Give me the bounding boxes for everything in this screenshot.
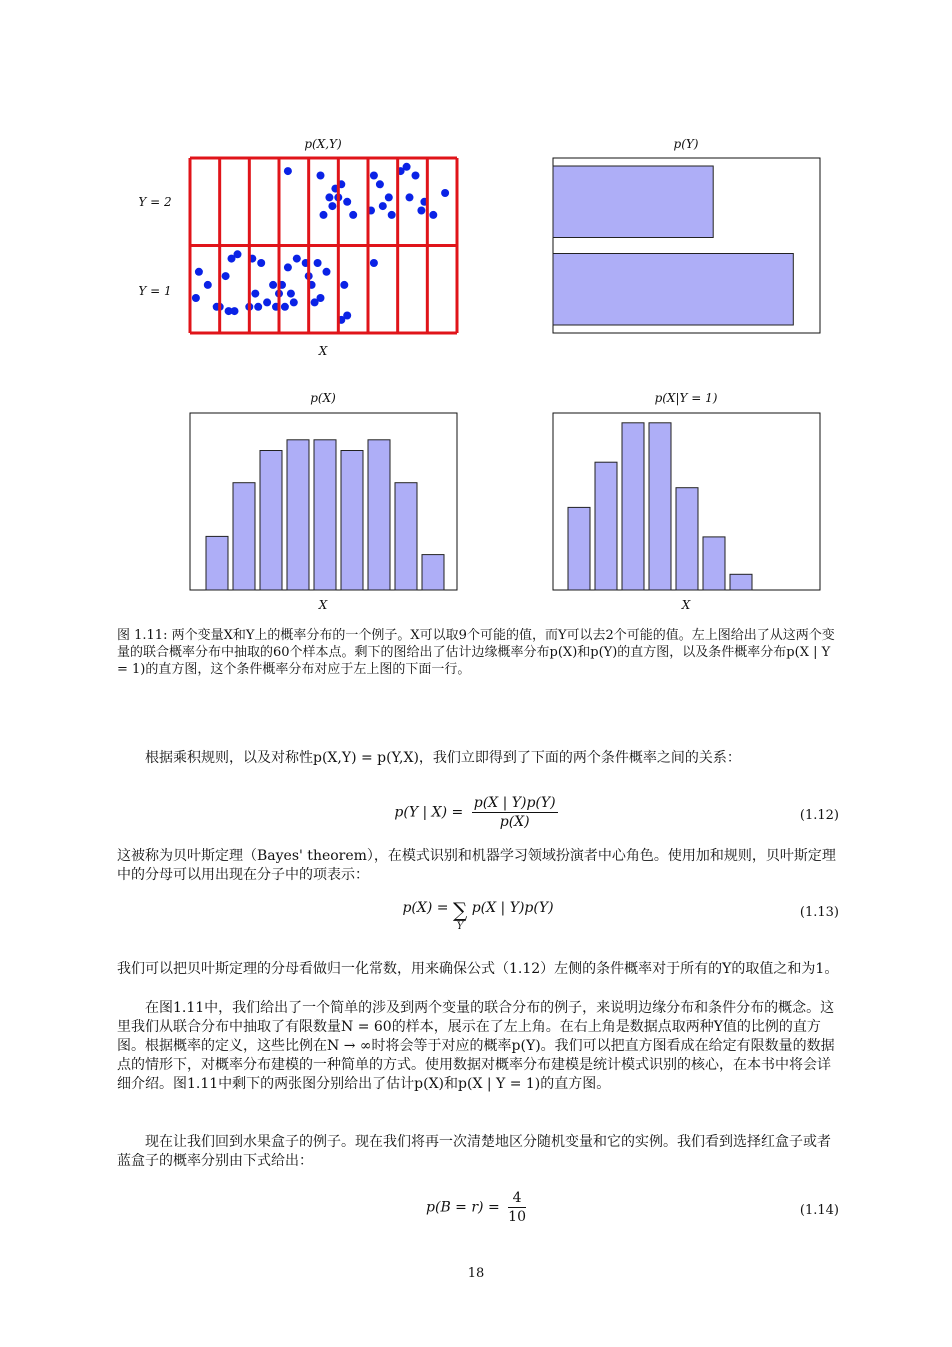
px-bar-4: [287, 440, 309, 590]
data-point-25: [192, 294, 200, 302]
page-number: 18: [467, 1266, 485, 1281]
paragraph-normalization: 我们可以把贝叶斯定理的分母看做归一化常数，用来确保公式（1.12）左侧的条件概率对于所有的Y的取值之和为1。: [117, 961, 839, 977]
eq114-numerator: 4: [508, 1190, 526, 1208]
eq113-rhs: p(X | Y)p(Y): [471, 900, 554, 916]
eq112-numerator: p(X | Y)p(Y): [473, 795, 556, 811]
px-bar-8: [395, 483, 417, 590]
py-bar-Y1: [553, 254, 793, 326]
pxy1-bar-7: [730, 574, 752, 590]
data-point-51: [340, 281, 348, 289]
data-point-6: [320, 211, 328, 219]
data-point-43: [281, 303, 289, 311]
panel-title-px: p(X): [310, 391, 336, 405]
sum-symbol: ∑: [452, 898, 468, 922]
data-point-40: [287, 290, 295, 298]
px-bar-9: [422, 555, 444, 590]
eq113-sum: [453, 900, 467, 934]
pxy1-bar-3: [622, 423, 644, 590]
data-point-31: [231, 307, 239, 315]
data-point-10: [376, 180, 384, 188]
panel-title-px-given-y1: p(X|Y = 1): [654, 391, 718, 405]
eq114-label: (1.14): [799, 1203, 839, 1218]
data-point-15: [403, 163, 411, 171]
px-bar-7: [368, 440, 390, 590]
eq114-denominator: 10: [508, 1209, 526, 1225]
joint-scatter-panel: [190, 158, 457, 333]
data-point-9: [370, 172, 378, 180]
data-point-37: [254, 303, 262, 311]
data-point-49: [311, 298, 319, 306]
paragraph-fruit-box: 现在让我们回到水果盒子的例子。现在我们将再一次清楚地区分随机变量和它的实例。我们看到选择红盒子或者蓝盒子的概率分别由下式给出：: [117, 1134, 831, 1169]
data-point-24: [195, 268, 203, 276]
data-point-39: [284, 263, 292, 271]
eq112-denominator: p(X): [499, 814, 530, 830]
data-point-0: [284, 167, 292, 175]
px-bar-1: [206, 536, 228, 590]
py-bars: [553, 166, 793, 325]
data-point-16: [412, 172, 420, 180]
px-bar-5: [314, 440, 336, 590]
ylabel-y1: Y = 1: [138, 284, 172, 298]
panel-title-joint: p(X,Y): [304, 137, 342, 151]
data-point-5: [343, 198, 351, 206]
pxy1-bar-1: [568, 507, 590, 590]
data-point-26: [204, 281, 212, 289]
data-point-22: [388, 211, 396, 219]
figure-1-11: [0, 0, 952, 620]
data-point-35: [263, 298, 271, 306]
pxy1-bar-4: [649, 423, 671, 590]
data-point-38: [269, 281, 277, 289]
equation-1-14: [117, 1190, 839, 1234]
eq112-fraction: [472, 795, 558, 830]
ylabel-y2: Y = 2: [138, 195, 172, 209]
eq112-label: (1.12): [799, 808, 839, 823]
data-point-20: [429, 211, 437, 219]
data-point-2: [325, 193, 333, 201]
eq114-fraction: [508, 1190, 526, 1225]
px-bar-2: [233, 483, 255, 590]
eq113-label: (1.13): [799, 905, 839, 920]
data-point-7: [349, 211, 357, 219]
equation-1-12: [117, 795, 839, 839]
data-point-54: [370, 259, 378, 267]
xlabel-joint: X: [318, 344, 328, 358]
data-point-29: [222, 272, 230, 280]
pxy1-bar-6: [703, 537, 725, 590]
data-point-46: [314, 259, 322, 267]
data-point-8: [328, 202, 336, 210]
equation-1-13: [117, 900, 839, 942]
data-point-11: [385, 193, 393, 201]
eq113-lhs: p(X) =: [402, 900, 449, 916]
data-point-33: [257, 259, 265, 267]
data-point-34: [251, 290, 259, 298]
paragraph-example: 在图1.11中，我们给出了一个简单的涉及到两个变量的联合分布的例子，来说明边缘分布和条件分布的概念。这里我们从联合分布中抽取了有限数量N = 60的样本，展示在了左上角。在右上角是数据点取两种Y值的比例的直方图。根据概率的定义，这些比例在N → ∞时将会等于对应的概率p(Y)。我们可以把直方图看成在给定有限数量的数据点的情形下，对概率分布建模的一种简单的方式。使用数据对概率分布建模是统计模式识别的核心，在本书中将会详细介绍。图1.11中剩下的两张图分别给出了估计p(X)和p(X | Y = 1)的直方图。: [117, 1000, 835, 1092]
data-point-18: [417, 207, 425, 215]
pxy1-bar-2: [595, 462, 617, 590]
px-bars: [206, 440, 444, 590]
eq112-lhs: p(Y | X) =: [394, 804, 464, 821]
paragraph-bayes-theorem: 这被称为贝叶斯定理（Bayes' theorem），在模式识别和机器学习领域扮演者中心角色。使用加和规则，贝叶斯定理中的分母可以用出现在分子中的项表示：: [117, 848, 836, 883]
px-bar-6: [341, 451, 363, 591]
eq114-lhs: p(B = r) =: [426, 1199, 500, 1216]
data-point-21: [441, 189, 449, 197]
sum-subscript: Y: [456, 921, 464, 932]
data-point-42: [290, 298, 298, 306]
data-point-1: [317, 172, 325, 180]
paragraph-product-rule: 根据乘积规则，以及对称性p(X,Y) = p(Y,X)，我们立即得到了下面的两个条件概率之间的关系：: [145, 750, 741, 766]
data-point-44: [293, 255, 301, 263]
px-bar-3: [260, 451, 282, 591]
panel-title-py: p(Y): [673, 137, 699, 151]
xlabel-px-given-y1: X: [681, 598, 691, 612]
data-point-28: [234, 250, 242, 258]
data-point-50: [323, 268, 331, 276]
px-given-y1-bars: [568, 423, 752, 590]
figure-caption: 图 1.11: 两个变量X和Y上的概率分布的一个例子。X可以取9个可能的值，而Y可以去2个可能的值。左上图给出了从这两个变量的联合概率分布中抽取的60个样本点。剩下的图给出了估计边缘概率分布p(X)和p(Y)的直方图，以及条件概率分布p(X | Y = 1)的直方图，这个条件概率分布对应于左上图的下面一行。: [117, 628, 835, 677]
pxy1-bar-5: [676, 488, 698, 590]
xlabel-px: X: [318, 598, 328, 612]
py-bar-Y2: [553, 166, 713, 238]
data-point-17: [406, 193, 414, 201]
data-point-12: [379, 202, 387, 210]
